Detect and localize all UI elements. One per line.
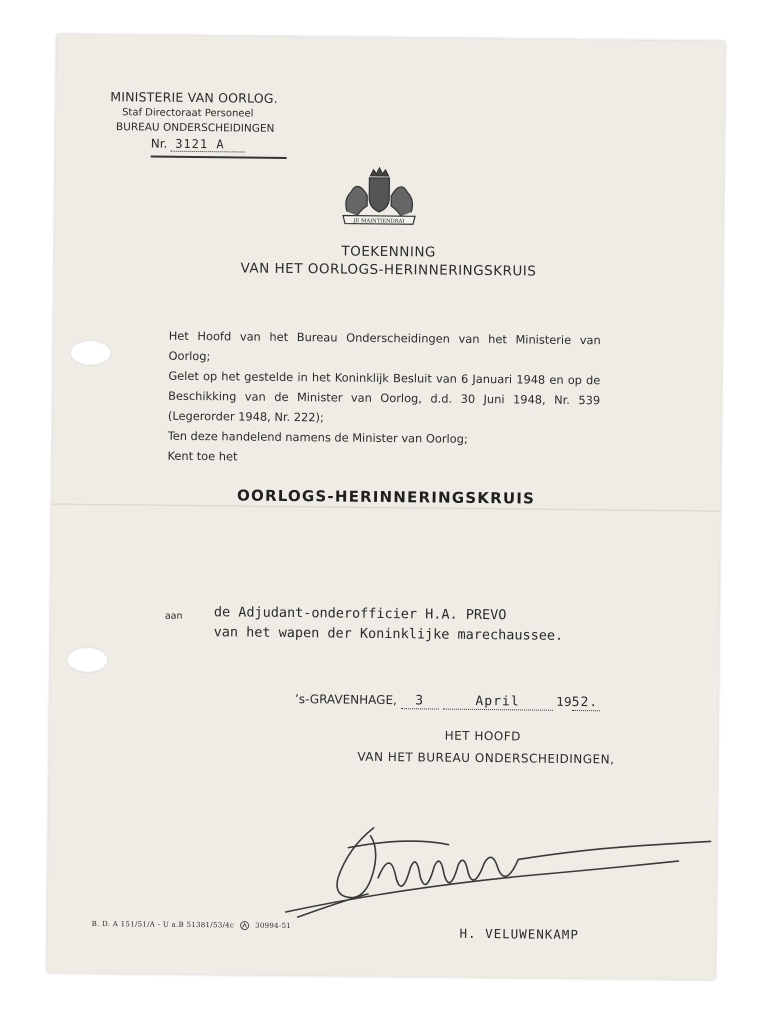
printer-mark-icon [240, 920, 250, 930]
recipient-line: de Adjudant-onderofficier H.A. PREVO [213, 604, 507, 624]
document-number-label: Nr. [150, 136, 168, 151]
body-text [167, 326, 600, 471]
recipient-line: van het wapen der Koninklijke marechaussee. [213, 624, 564, 644]
date-year-prefix: 19 [556, 694, 572, 709]
header-underline [151, 156, 287, 159]
document-number [151, 137, 246, 153]
place-name: ’s-GRAVENHAGE, [294, 692, 397, 708]
print-code-left: B. D. A 151/51/A - U a.B 51381/53/4c [91, 919, 235, 930]
award-name: OORLOGS-HERINNERINGSKRUIS [237, 486, 536, 508]
body-paragraph: Ten deze handelend namens de Minister van Oorlog; [167, 428, 468, 446]
document-subtitle: VAN HET OORLOGS-HERINNERINGSKRUIS [240, 260, 537, 280]
date-month: April [442, 694, 552, 711]
certificate-document [47, 35, 725, 980]
print-code [92, 919, 292, 931]
coat-of-arms-icon [337, 165, 422, 228]
staff-directorate: Staf Directoraat Personeel [122, 107, 254, 120]
ministry-name: MINISTERIE VAN OORLOG. [110, 89, 278, 106]
punch-hole [66, 647, 108, 673]
signatory-title: HET HOOFD [444, 728, 521, 744]
body-paragraph: Het Hoofd van het Bureau Onderscheidingen van het Ministerie van Oorlog; [168, 328, 601, 364]
place-date [295, 692, 600, 711]
recipient-label: aan [164, 610, 183, 622]
date-day: 3 [401, 693, 439, 709]
punch-hole [69, 340, 111, 366]
crest-motto: JE MAINTIENDRAI [353, 218, 405, 225]
signer-name: H. VELUWENKAMP [459, 925, 579, 943]
signatory-title: VAN HET BUREAU ONDERSCHEIDINGEN, [357, 749, 615, 767]
bureau-name: BUREAU ONDERSCHEIDINGEN [115, 121, 275, 135]
document-title: TOEKENNING [341, 243, 437, 261]
document-number-value: 3121 A [171, 137, 245, 153]
body-paragraph: Gelet op het gestelde in het Koninklijk Besluit van 6 Januari 1948 en op de Beschikking van de Minister van Oorlog, d.d. 30 Juni 1948, Nr. 539 (Legerorder 1948, Nr. 222); [167, 368, 601, 425]
handwritten-signature [278, 807, 719, 932]
date-year-suffix: 52. [571, 694, 599, 711]
print-code-right: 30994-51 [255, 921, 292, 931]
body-paragraph: Kent toe het [167, 448, 238, 464]
